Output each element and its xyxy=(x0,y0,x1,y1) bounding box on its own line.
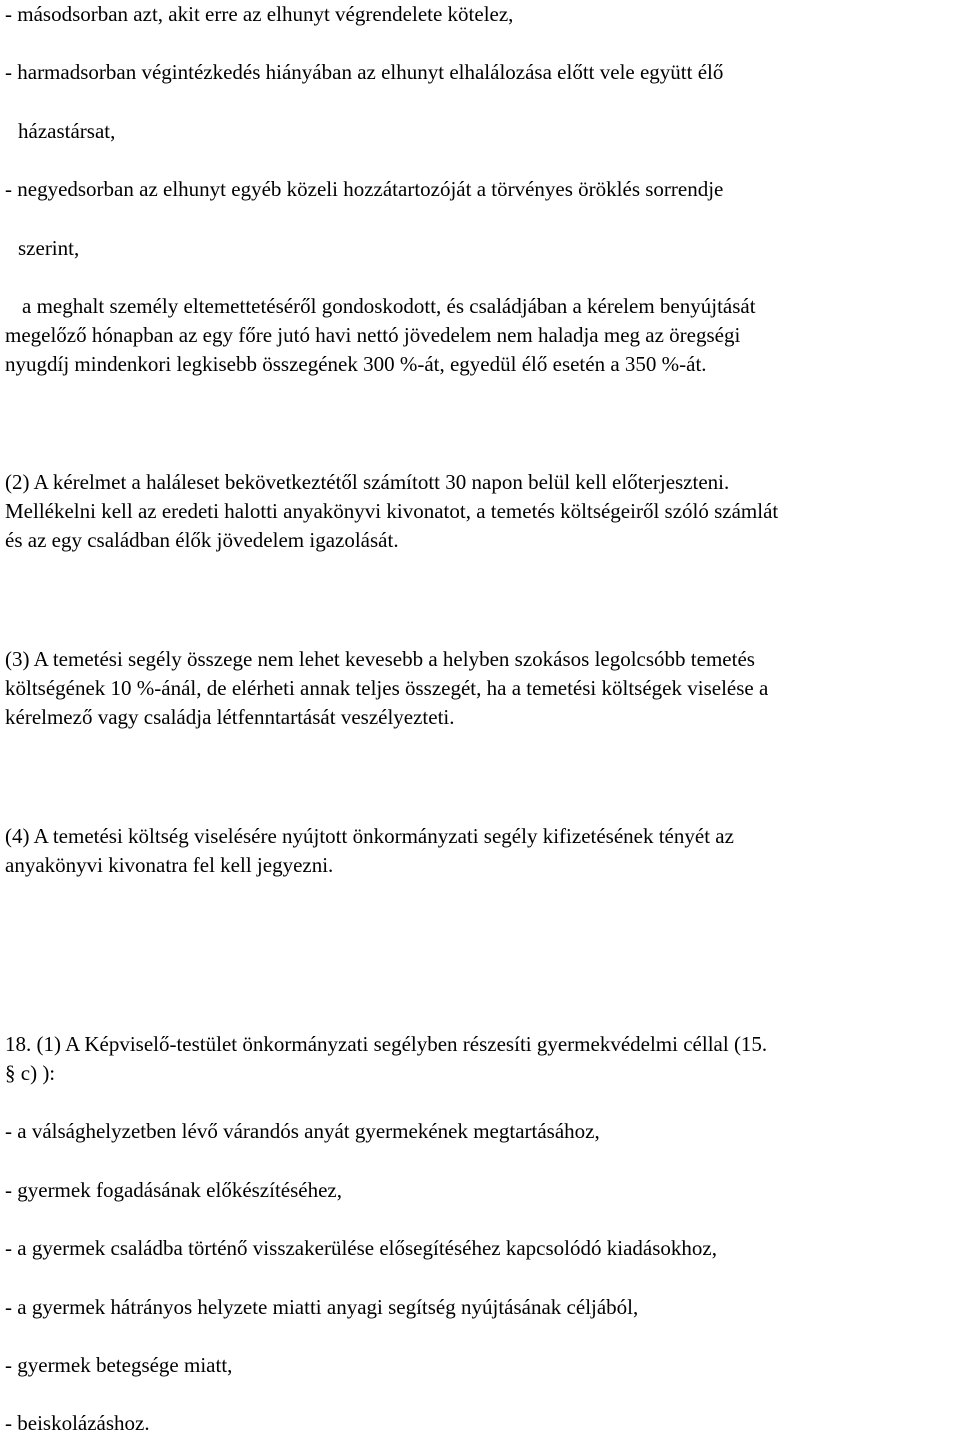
list-item-continuation: házastársat, xyxy=(18,119,116,143)
paragraph-line: megelőző hónapban az egy főre jutó havi nettó jövedelem nem haladja meg az öregségi xyxy=(5,323,741,347)
list-item: - a gyermek hátrányos helyzete miatti anyagi segítség nyújtásának céljából, xyxy=(5,1295,639,1319)
list-item: - a válsághelyzetben lévő várandós anyát gyermekének megtartásához, xyxy=(5,1119,600,1143)
paragraph-line: nyugdíj mindenkori legkisebb összegének 300 %-át, egyedül élő esetén a 350 %-át. xyxy=(5,352,707,376)
paragraph-line: (4) A temetési költség viselésére nyújtott önkormányzati segély kifizetésének tényét az xyxy=(5,824,734,848)
paragraph-line: (2) A kérelmet a haláleset bekövetkeztétől számított 30 napon belül kell előterjeszteni. xyxy=(5,470,730,494)
list-item: - gyermek betegsége miatt, xyxy=(5,1353,233,1377)
list-item-continuation: szerint, xyxy=(18,236,80,260)
paragraph-line: költségének 10 %-ánál, de elérheti annak teljes összegét, ha a temetési költségek viselése a xyxy=(5,676,769,700)
paragraph-line: és az egy családban élők jövedelem igazolását. xyxy=(5,528,399,552)
section-heading-line: 18. (1) A Képviselő-testület önkormányzati segélyben részesíti gyermekvédelmi céllal (15. xyxy=(5,1032,768,1056)
paragraph-line: a meghalt személy eltemettetéséről gondoskodott, és családjában a kérelem benyújtását xyxy=(22,294,756,318)
list-item: - gyermek fogadásának előkészítéséhez, xyxy=(5,1178,343,1202)
paragraph-line: anyakönyvi kivonatra fel kell jegyezni. xyxy=(5,853,334,877)
section-heading-line: § c) ): xyxy=(5,1061,56,1085)
list-item: - beiskolázáshoz. xyxy=(5,1411,150,1435)
paragraph-line: kérelmező vagy családja létfenntartását veszélyezteti. xyxy=(5,705,455,729)
list-item: - harmadsorban végintézkedés hiányában az elhunyt elhalálozása előtt vele együtt élő xyxy=(5,60,724,84)
list-item: - negyedsorban az elhunyt egyéb közeli hozzátartozóját a törvényes öröklés sorrendje xyxy=(5,177,724,201)
list-item: - másodsorban azt, akit erre az elhunyt végrendelete kötelez, xyxy=(5,2,514,26)
paragraph-line: Mellékelni kell az eredeti halotti anyakönyvi kivonatot, a temetés költségeiről szóló számlát xyxy=(5,499,779,523)
paragraph-line: (3) A temetési segély összege nem lehet kevesebb a helyben szokásos legolcsóbb temetés xyxy=(5,647,755,671)
list-item: - a gyermek családba történő visszakerülése elősegítéséhez kapcsolódó kiadásokhoz, xyxy=(5,1236,717,1260)
